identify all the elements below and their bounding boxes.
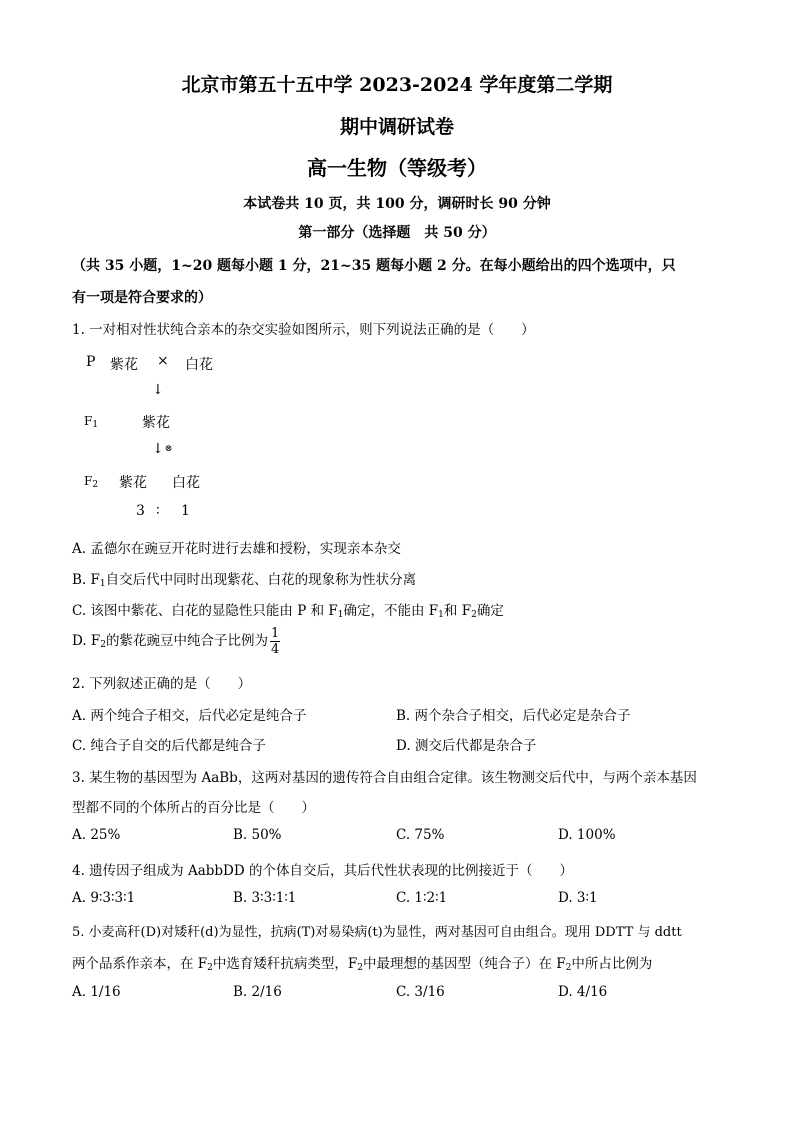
q5-stem-line2: 两个品系作亲本，在 $F_2$中选育矮秆抗病类型，$F_2$中最理想的基因型（纯合子）在 $F_2$中所占比例为 — [72, 956, 653, 973]
q2-option-c: C. 纯合子自交的后代都是纯合子 — [72, 738, 266, 754]
fraction: $\frac{1}{4}$ — [271, 626, 280, 657]
q4-option-c: C. 1∶2∶1 — [396, 890, 448, 906]
p-parent-white: 白花 — [185, 357, 213, 373]
q1-option-b: B. $F_1$自交后代中同时出现紫花、白花的现象称为性状分离 — [72, 572, 417, 589]
q4-stem: 4. 遗传因子组成为 AabbDD 的个体自交后，其后代性状表现的比例接近于（ ） — [72, 863, 573, 879]
q5-option-a: A. 1/16 — [72, 984, 121, 1000]
q4-option-b: B. 3∶3∶1∶1 — [233, 890, 297, 906]
f1-label: $F_1$ — [84, 414, 99, 430]
q1-option-d: D. $F_2$的紫花豌豆中纯合子比例为 $\frac{1}{4}$ — [72, 626, 280, 657]
q5-option-d: D. 4/16 — [558, 984, 608, 1000]
q2-option-b: B. 两个杂合子相交，后代必定是杂合子 — [396, 708, 631, 724]
q5-option-b: B. 2/16 — [233, 984, 282, 1000]
q2-stem: 2. 下列叙述正确的是（ ） — [72, 676, 252, 692]
ratio-left: 3 — [136, 503, 145, 519]
q4-option-a: A. 9∶3∶3∶1 — [72, 890, 136, 906]
exam-title: 期中调研试卷 — [339, 116, 454, 138]
q3-stem-line1: 3. 某生物的基因型为 AaBb，这两对基因的遗传符合自由组合定律。该生物测交后代中，与两个亲本基因 — [72, 770, 697, 786]
part-title: 第一部分（选择题 共 50 分） — [298, 225, 496, 241]
selfing-arrow — [152, 441, 172, 457]
q3-option-a: A. 25% — [72, 827, 121, 843]
f1-value: 紫花 — [142, 415, 170, 431]
f2-purple: 紫花 — [119, 475, 147, 491]
instructions-line2: 有一项是符合要求的） — [72, 290, 212, 306]
p-label: P — [86, 354, 96, 370]
q1-stem: 1. 一对相对性状纯合亲本的杂交实验如图所示，则下列说法正确的是（ ） — [72, 322, 535, 338]
cross-sign: × — [157, 353, 169, 369]
school-title: 北京市第五十五中学 2023-2024 学年度第二学期 — [181, 74, 613, 96]
exam-info: 本试卷共 10 页，共 100 分，调研时长 90 分钟 — [243, 196, 551, 212]
subject-title: 高一生物（等级考） — [307, 156, 487, 180]
f2-label: $F_2$ — [84, 474, 99, 490]
ratio-right: 1 — [181, 503, 190, 519]
q2-option-d: D. 测交后代都是杂合子 — [396, 738, 537, 754]
q5-stem-line1: 5. 小麦高秆(D)对矮秆(d)为显性，抗病(T)对易染病(t)为显性，两对基因可自由组合。现用 DDTT 与 ddtt — [72, 925, 682, 940]
arrow-down-icon: ↓ — [152, 382, 164, 398]
q3-stem-line2: 型都不同的个体所占的百分比是（ ） — [72, 800, 315, 816]
q1-option-a: A. 孟德尔在豌豆开花时进行去雄和授粉，实现亲本杂交 — [72, 541, 401, 557]
p-parent-purple: 紫花 — [110, 357, 138, 373]
f2-white: 白花 — [172, 475, 200, 491]
arrow-down-icon: ↓ — [152, 441, 164, 457]
ratio-colon: ∶ — [156, 503, 160, 519]
q3-option-b: B. 50% — [233, 827, 282, 843]
q3-option-d: D. 100% — [558, 827, 616, 843]
instructions-line1: （共 35 小题，1~20 题每小题 1 分，21~35 题每小题 2 分。在每小题给出的四个选项中，只 — [72, 258, 676, 274]
q1-option-c: C. 该图中紫花、白花的显隐性只能由 P 和 $F_1$确定，不能由 $F_1$和 $F_2$确定 — [72, 603, 504, 620]
q2-option-a: A. 两个纯合子相交，后代必定是纯合子 — [72, 708, 307, 724]
q3-option-c: C. 75% — [396, 827, 445, 843]
selfing-icon: ⊗ — [164, 444, 173, 454]
q5-option-c: C. 3/16 — [396, 984, 445, 1000]
q4-option-d: D. 3∶1 — [558, 890, 598, 906]
